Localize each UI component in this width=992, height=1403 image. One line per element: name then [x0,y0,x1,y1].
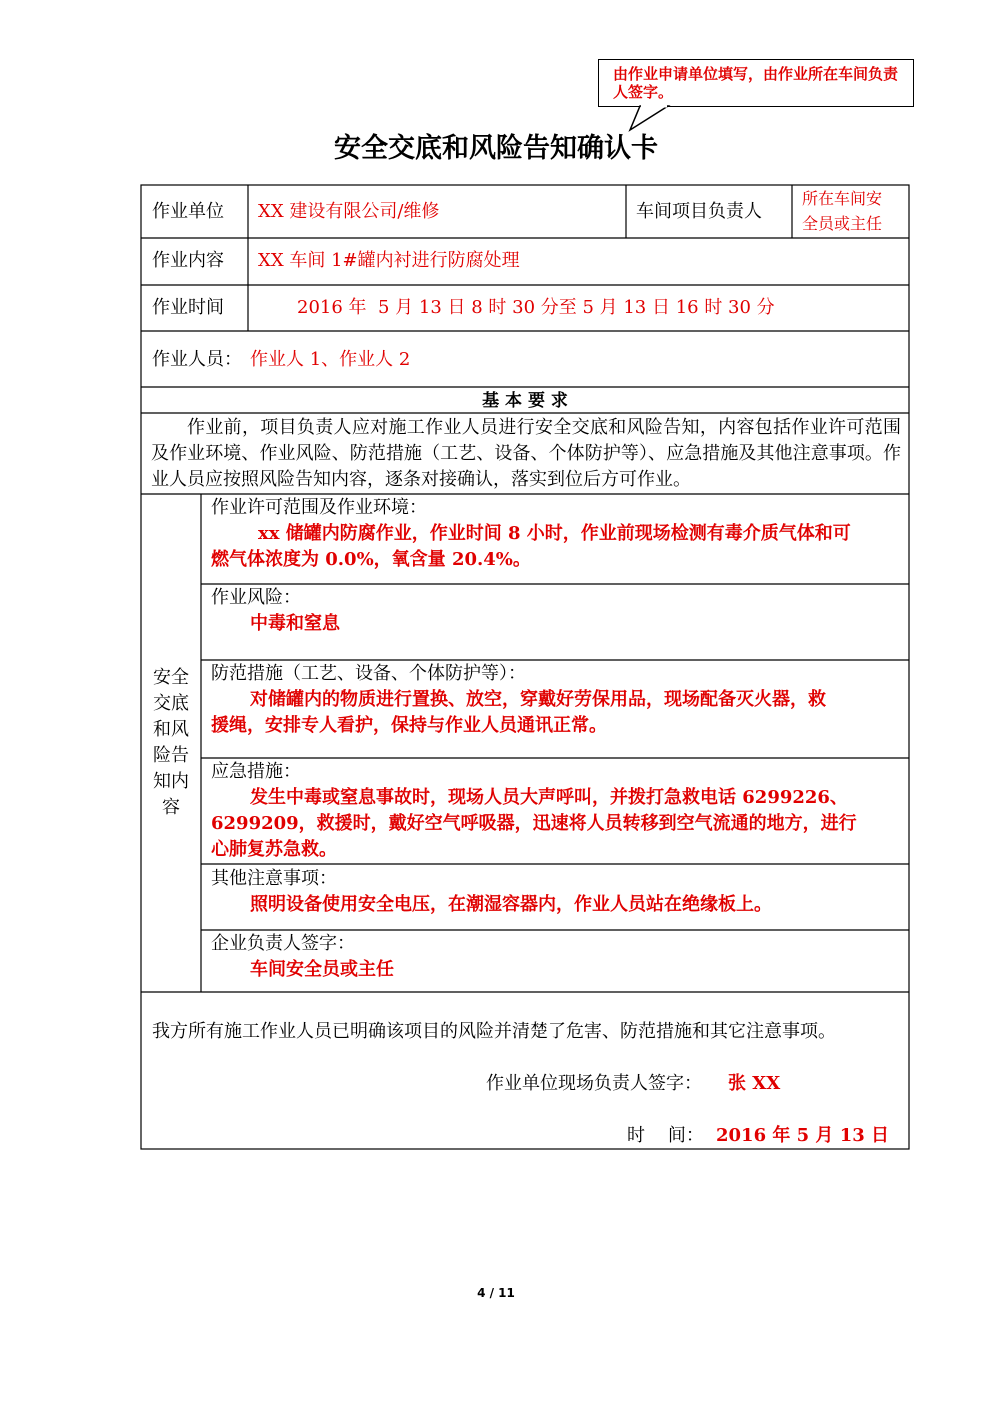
site-manager-sign-label: 作业单位现场负责人签字： [486,1073,702,1094]
risk-label: 作业风险： [211,587,301,608]
basic-text: 作业前，项目负责人应对施工作业人员进行安全交底和风险告知，内容包括作业许可范围及作业环境、作业风险、防范措施（工艺、设备、个体防护等）、应急措施及其他注意事项。作业人员应按照风险告知内容，逐条对接确认，落实到位后方可作业。 [151,417,901,490]
instruction-callout [598,59,914,107]
page-number: 4 / 11 [477,1286,515,1300]
side-label-1: 安全 [153,667,189,688]
scope-label: 作业许可范围及作业环境： [211,497,427,518]
site-manager-sign-value: 张 XX [728,1073,781,1094]
other-label: 其他注意事项： [211,868,337,889]
confirm-statement: 我方所有施工作业人员已明确该项目的风险并清楚了危害、防范措施和其它注意事项。 [152,1021,836,1042]
emergency-line2: 6299209，救援时，戴好空气呼吸器，迅速将人员转移到空气流通的地方，进行 [211,813,857,834]
measures-label: 防范措施（工艺、设备、个体防护等）： [211,663,526,684]
confirm-time-value: 2016 年 5 月 13 日 [716,1125,890,1146]
side-label-6: 容 [162,797,180,818]
page-title: 安全交底和风险告知确认卡 [334,133,658,164]
risk-line1: 中毒和窒息 [250,613,340,634]
manager-label: 车间项目负责人 [636,201,762,222]
scope-line2: 燃气体浓度为 0.0%，氧含量 20.4%。 [211,549,531,570]
people-label: 作业人员： [152,349,242,370]
emergency-line1: 发生中毒或窒息事故时，现场人员大声呼叫，并拨打急救电话 6299226、 [250,787,848,808]
content-value: XX 车间 1#罐内衬进行防腐处理 [258,250,520,271]
content-label: 作业内容 [152,250,224,271]
side-label-4: 险告 [153,745,189,766]
time-label: 作业时间 [152,297,224,318]
basic-header: 基 本 要 求 [482,391,568,411]
callout-text: 由作业申请单位填写，由作业所在车间负责人签字。 [613,65,899,101]
side-label-5: 知内 [153,771,189,792]
leader-sign-value: 车间安全员或主任 [250,959,394,980]
emergency-label: 应急措施： [211,761,301,782]
scope-line1: xx 储罐内防腐作业，作业时间 8 小时，作业前现场检测有毒介质气体和可 [258,523,851,544]
manager-value-line1: 所在车间安 [802,189,883,208]
measures-line2: 援绳，安排专人看护，保持与作业人员通讯正常。 [211,715,607,736]
people-value: 作业人 1、作业人 2 [250,349,411,370]
unit-label: 作业单位 [152,201,224,222]
confirm-time-label: 时 间： [627,1125,704,1146]
unit-value: XX 建设有限公司/维修 [258,201,440,222]
other-line1: 照明设备使用安全电压，在潮湿容器内，作业人员站在绝缘板上。 [250,894,772,915]
side-label-2: 交底 [153,693,189,714]
emergency-line3: 心肺复苏急救。 [211,839,337,860]
side-label-3: 和风 [153,719,189,740]
time-value: 2016 年 5 月 13 日 8 时 30 分至 5 月 13 日 16 时 30 分 [297,297,775,318]
leader-sign-label: 企业负责人签字： [211,933,355,954]
measures-line1: 对储罐内的物质进行置换、放空，穿戴好劳保用品，现场配备灭火器，救 [250,689,826,710]
manager-value-line2: 全员或主任 [802,214,883,233]
